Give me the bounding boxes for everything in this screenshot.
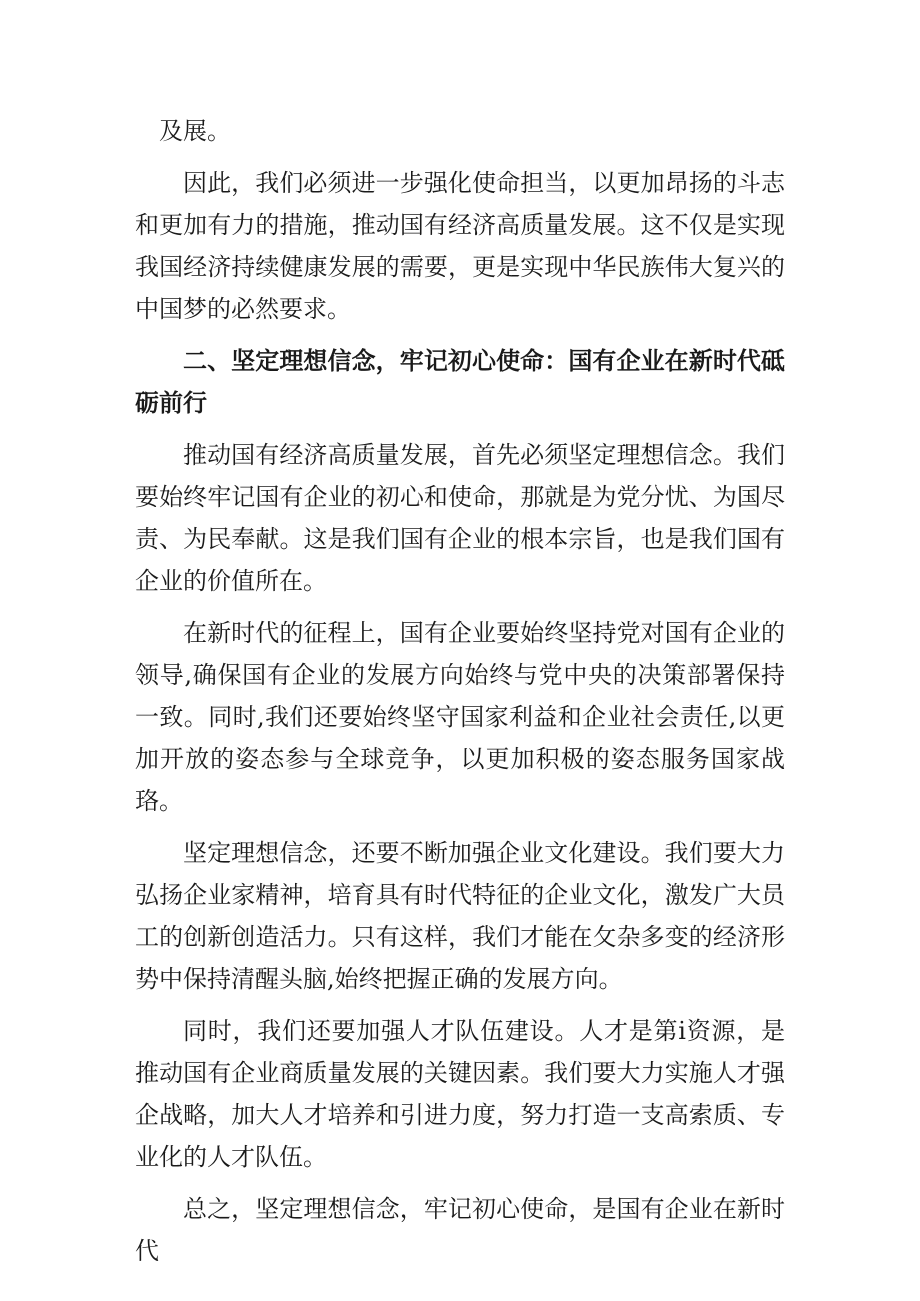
paragraph: 因此，我们必须进一步强化使命担当，以更加昂扬的斗志和更加有力的措施，推动国有经济高质量发展。这不仅是实现我国经济持续健康发展的需要，更是实现中华民族伟大复兴的中国梦的必然要求。: [135, 169, 785, 323]
document-body: [135, 110, 785, 1282]
paragraph-continuation: 及展。: [159, 117, 231, 145]
section-heading: 二、坚定理想信念，牢记初心使命：国有企业在新时代砥砺前行: [135, 347, 785, 417]
paragraph: 在新时代的征程上，国有企业要始终坚持党对国有企业的领导,确保国有企业的发展方向始终与党中央的决策部署保持一致。同时,我们还要始终坚守国家利益和企业社会责任,以更加开放的姿态参与全球竞争，以更加积极的姿态服务国家战珞。: [135, 619, 785, 815]
paragraph: 总之，坚定理想信念，牢记初心使命，是国有企业在新时代: [135, 1195, 785, 1265]
paragraph: 坚定理想信念，还要不断加强企业文化建设。我们要大力弘扬企业家精神，培育具有时代特征的企业文化，激发广大员工的创新创造活力。只有这样，我们才能在攵杂多变的经济形势中保持清醒头脑,始终把握正确的发展方向。: [135, 839, 785, 993]
paragraph: 推动国有经济高质量发展，首先必须坚定理想信念。我们要始终牢记国有企业的初心和使命，那就是为党分忧、为国尽责、为民奉献。这是我们国有企业的根本宗旨，也是我们国有企业的价值所在。: [135, 441, 785, 595]
paragraph: 同时，我们还要加强人才队伍建设。人才是第i资源，是推动国有企业商质量发展的关键因素。我们要大力实施人才强企战略，加大人才培养和引进力度，努力打造一支高索质、专业化的人才队伍。: [135, 1017, 785, 1171]
